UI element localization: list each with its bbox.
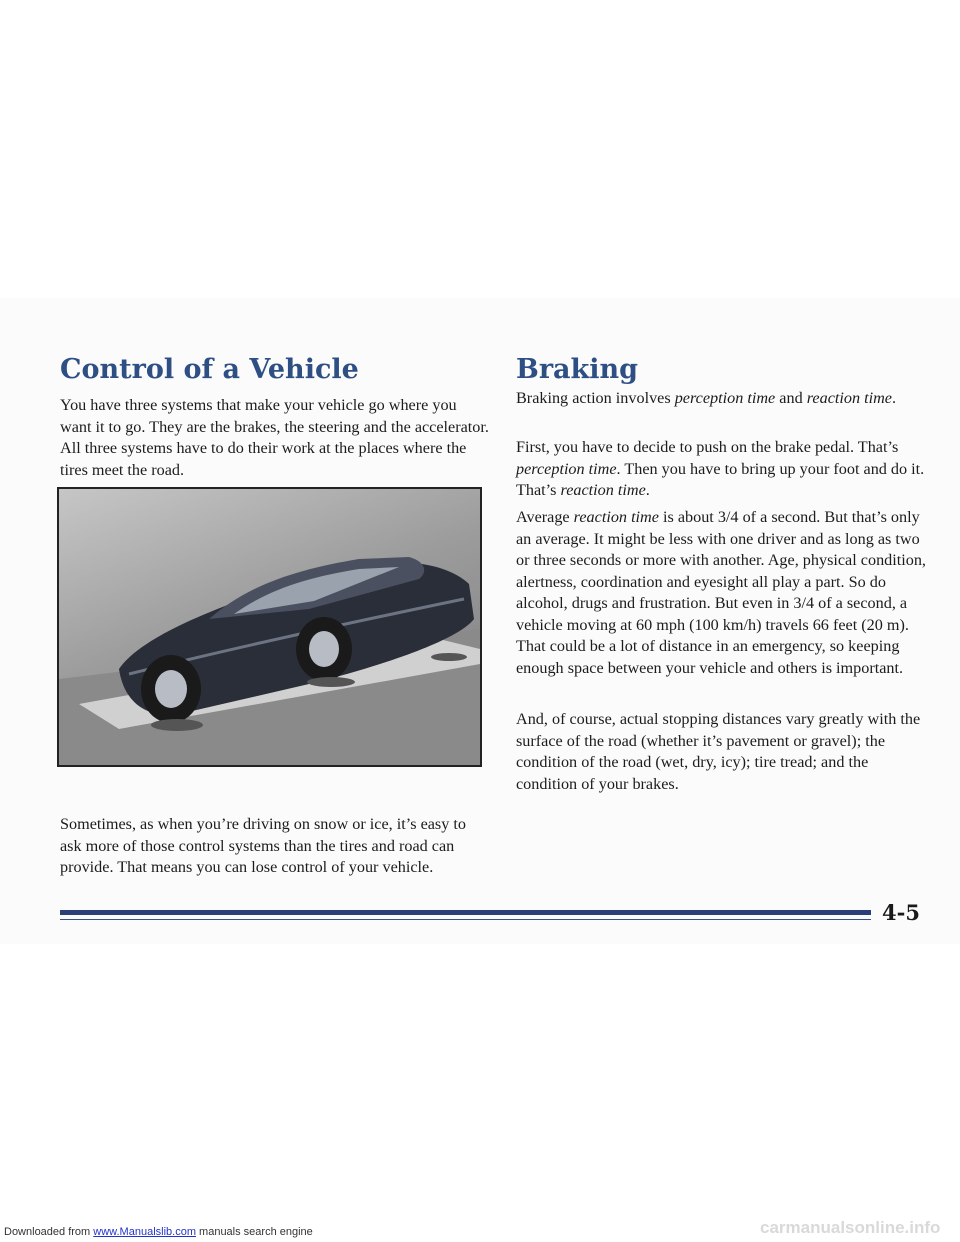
- vehicle-tire-contact-illustration: [57, 487, 482, 767]
- stopping-distance-paragraph: And, of course, actual stopping distances vary greatly with the surface of the road (whether it’s pavement or gravel); the condition of the road (wet, dry, icy); tire tread; and the condition of your brakes.: [516, 710, 921, 793]
- braking-heading: Braking: [516, 354, 639, 385]
- braking-intro-paragraph: Braking action involves perception time and reaction time.: [516, 389, 897, 407]
- footer-prefix: Downloaded from: [4, 1226, 94, 1238]
- perception-reaction-paragraph: First, you have to decide to push on the brake pedal. That’s perception time. Then you have to bring up your foot and do it. That’s reaction time.: [516, 438, 925, 499]
- footer-suffix: manuals search engine: [195, 1226, 313, 1238]
- manualslib-link[interactable]: www.Manualslib.com: [93, 1226, 196, 1238]
- watermark-logo: carmanualsonline.info: [760, 1218, 941, 1237]
- control-loss-paragraph: Sometimes, as when you’re driving on snow or ice, it’s easy to ask more of those control systems than the tires and road can provide. That means you can lose control of your vehicle.: [60, 815, 466, 876]
- footer-rule-thin: [60, 919, 871, 920]
- control-of-vehicle-heading: Control of a Vehicle: [60, 354, 359, 385]
- download-footer: [4, 1226, 313, 1238]
- page-number: 4-5: [882, 900, 920, 925]
- average-reaction-paragraph: Average reaction time is about 3/4 of a second. But that’s only an average. It might be less with one driver and as long as two or three seconds or more with another. Age, physical condition, alertness, coordination and eyesight all play a part. So do alcohol, drugs and frustration. But even in 3/4 of a second, a vehicle moving at 60 mph (100 km/h) travels 66 feet (20 m). That could be a lot of distance in an emergency, so keeping enough space between your vehicle and others is important.: [516, 508, 926, 677]
- control-intro-paragraph: You have three systems that make your vehicle go where you want it to go. They are the brakes, the steering and the accelerator. All three systems have to do their work at the places where the tires meet the road.: [60, 396, 489, 479]
- footer-rule: [60, 910, 871, 915]
